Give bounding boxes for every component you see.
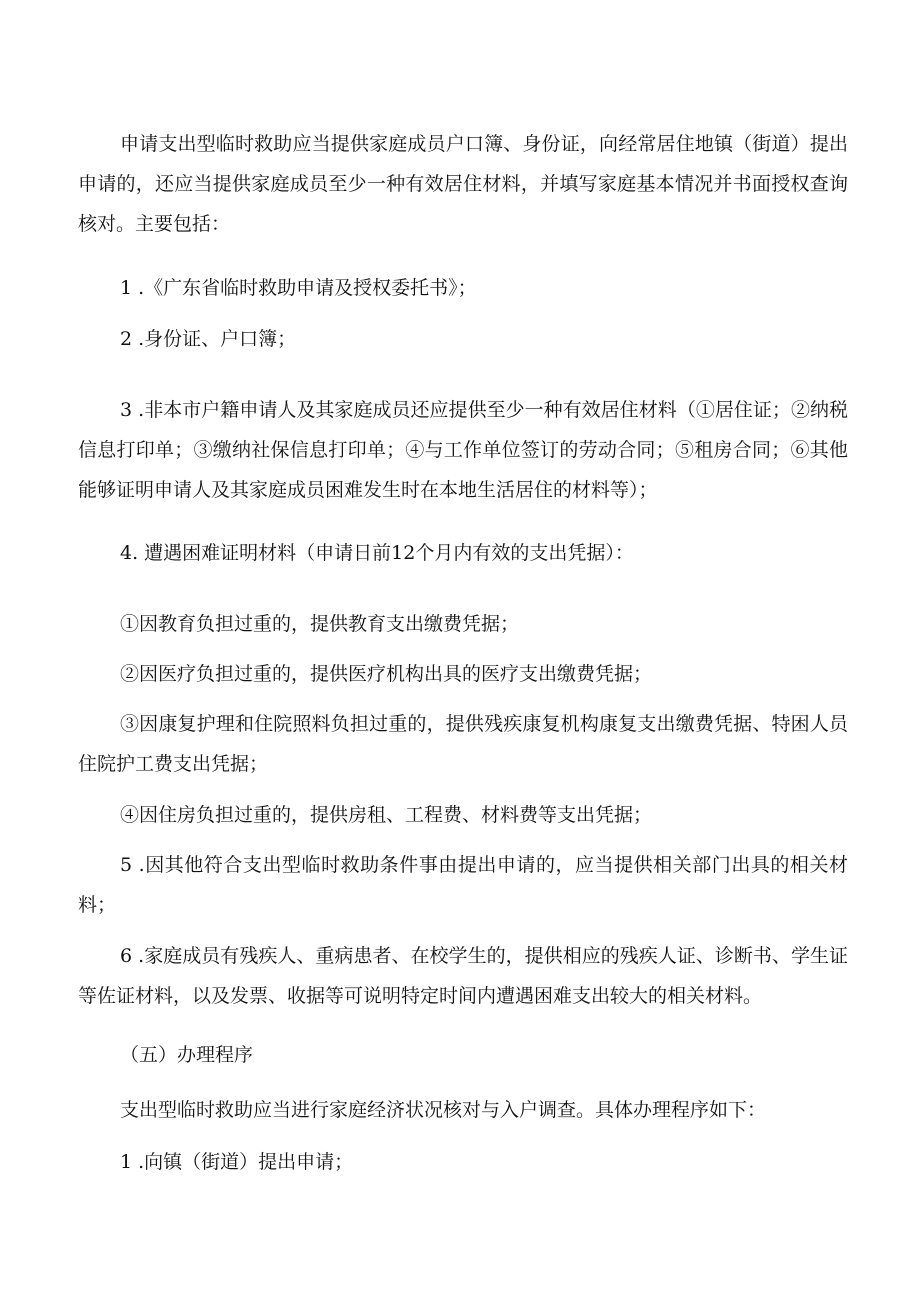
list-item-4: 4. 遭遇困难证明材料（申请日前12个月内有效的支出凭据）：	[120, 542, 634, 564]
sub-item-medical: ②因医疗负担过重的，提供医疗机构出具的医疗支出缴费凭据；	[120, 663, 653, 685]
sub-item-education: ①因教育负担过重的，提供教育支出缴费凭据；	[120, 613, 520, 635]
sub-item-housing: ④因住房负担过重的，提供房租、工程费、材料费等支出凭据；	[120, 804, 653, 826]
sub-item-rehabilitation: ③因康复护理和住院照料负担过重的，提供残疾康复机构康复支出缴费凭据、特困人员住院护工费支出凭据；	[78, 713, 848, 775]
list-item-5: 5 .因其他符合支出型临时救助条件事由提出申请的，应当提供相关部门出具的相关材料；	[78, 854, 848, 916]
list-item-2: 2 .身份证、户口簿；	[120, 328, 297, 350]
list-item-3: 3 .非本市户籍申请人及其家庭成员还应提供至少一种有效居住材料（①居住证；②纳税信息打印单；③缴纳社保信息打印单；④与工作单位签订的劳动合同；⑤租房合同；⑥其他能够证明申请人及其家庭成员困难发生时在本地生活居住的材料等）；	[78, 399, 848, 501]
list-item-1: 1 .《广东省临时救助申请及授权委托书》；	[120, 277, 477, 299]
section-heading: （五）办理程序	[120, 1044, 254, 1066]
list-item-6: 6 .家庭成员有残疾人、重病患者、在校学生的，提供相应的残疾人证、诊断书、学生证等佐证材料，以及发票、收据等可说明特定时间内遭遇困难支出较大的相关材料。	[78, 945, 848, 1007]
paragraph-intro: 申请支出型临时救助应当提供家庭成员户口簿、身份证，向经常居住地镇（街道）提出申请的，还应当提供家庭成员至少一种有效居住材料，并填写家庭基本情况并书面授权查询核对。主要包括：	[78, 133, 848, 235]
paragraph-procedure: 支出型临时救助应当进行家庭经济状况核对与入户调查。具体办理程序如下：	[120, 1099, 767, 1121]
procedure-step-1: 1 .向镇（街道）提出申请；	[120, 1151, 354, 1173]
